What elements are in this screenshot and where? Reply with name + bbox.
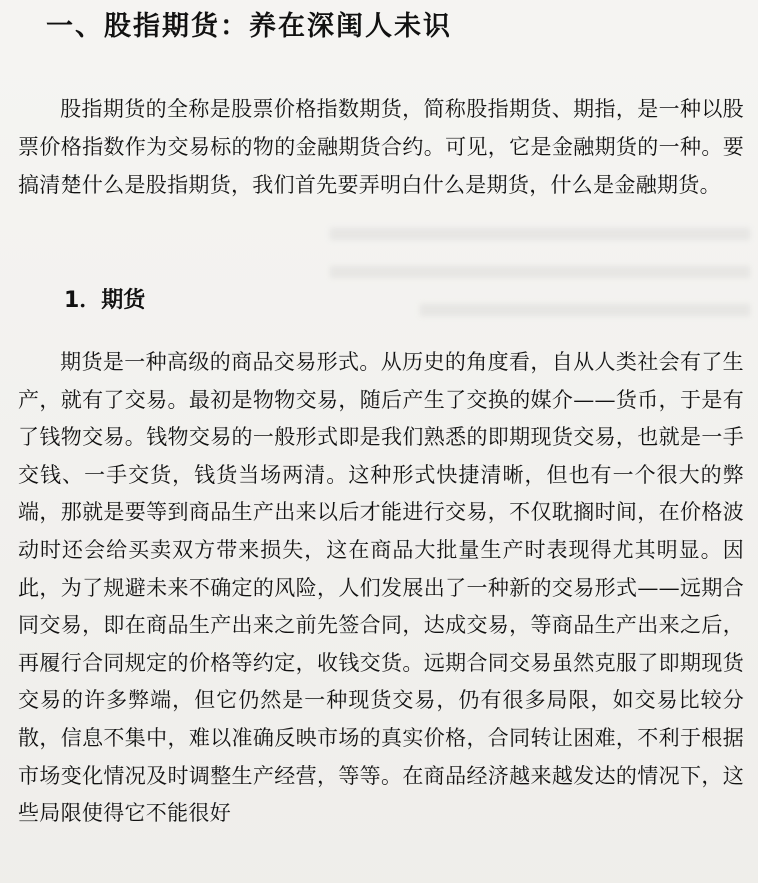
- intro-paragraph-text: 股指期货的全称是股票价格指数期货，简称股指期货、期指，是一种以股票价格指数作为交易标的物的金融期货合约。可见，它是金融期货的一种。要搞清楚什么是股指期货，我们首先要弄明白什么是期货，什么是金融期货。: [18, 97, 744, 198]
- body-paragraph: [18, 344, 744, 833]
- bleed-through-mark: [420, 304, 750, 316]
- bleed-through-mark: [330, 228, 750, 240]
- intro-paragraph: [18, 90, 744, 205]
- bleed-through-mark: [330, 266, 750, 278]
- body-paragraph-text: 期货是一种高级的商品交易形式。从历史的角度看，自从人类社会有了生产，就有了交易。最初是物物交易，随后产生了交换的媒介——货币，于是有了钱物交易。钱物交易的一般形式即是我们熟悉的即期现货交易，也就是一手交钱、一手交货，钱货当场两清。这种形式快捷清晰，但也有一个很大的弊端，那就是要等到商品生产出来以后才能进行交易，不仅耽搁时间，在价格波动时还会给买卖双方带来损失，这在商品大批量生产时表现得尤其明显。因此，为了规避未来不确定的风险，人们发展出了一种新的交易形式——远期合同交易，即在商品生产出来之前先签合同，达成交易，等商品生产出来之后，再履行合同规定的价格等约定，收钱交货。远期合同交易虽然克服了即期现货交易的许多弊端，但它仍然是一种现货交易，仍有很多局限，如交易比较分散，信息不集中，难以准确反映市场的真实价格，合同转让困难，不利于根据市场变化情况及时调整生产经营，等等。在商品经济越来越发达的情况下，这些局限使得它不能很好: [18, 350, 744, 826]
- section-heading: 一、股指期货：养在深闺人未识: [46, 11, 452, 42]
- subsection-heading: 1．期货: [64, 288, 146, 313]
